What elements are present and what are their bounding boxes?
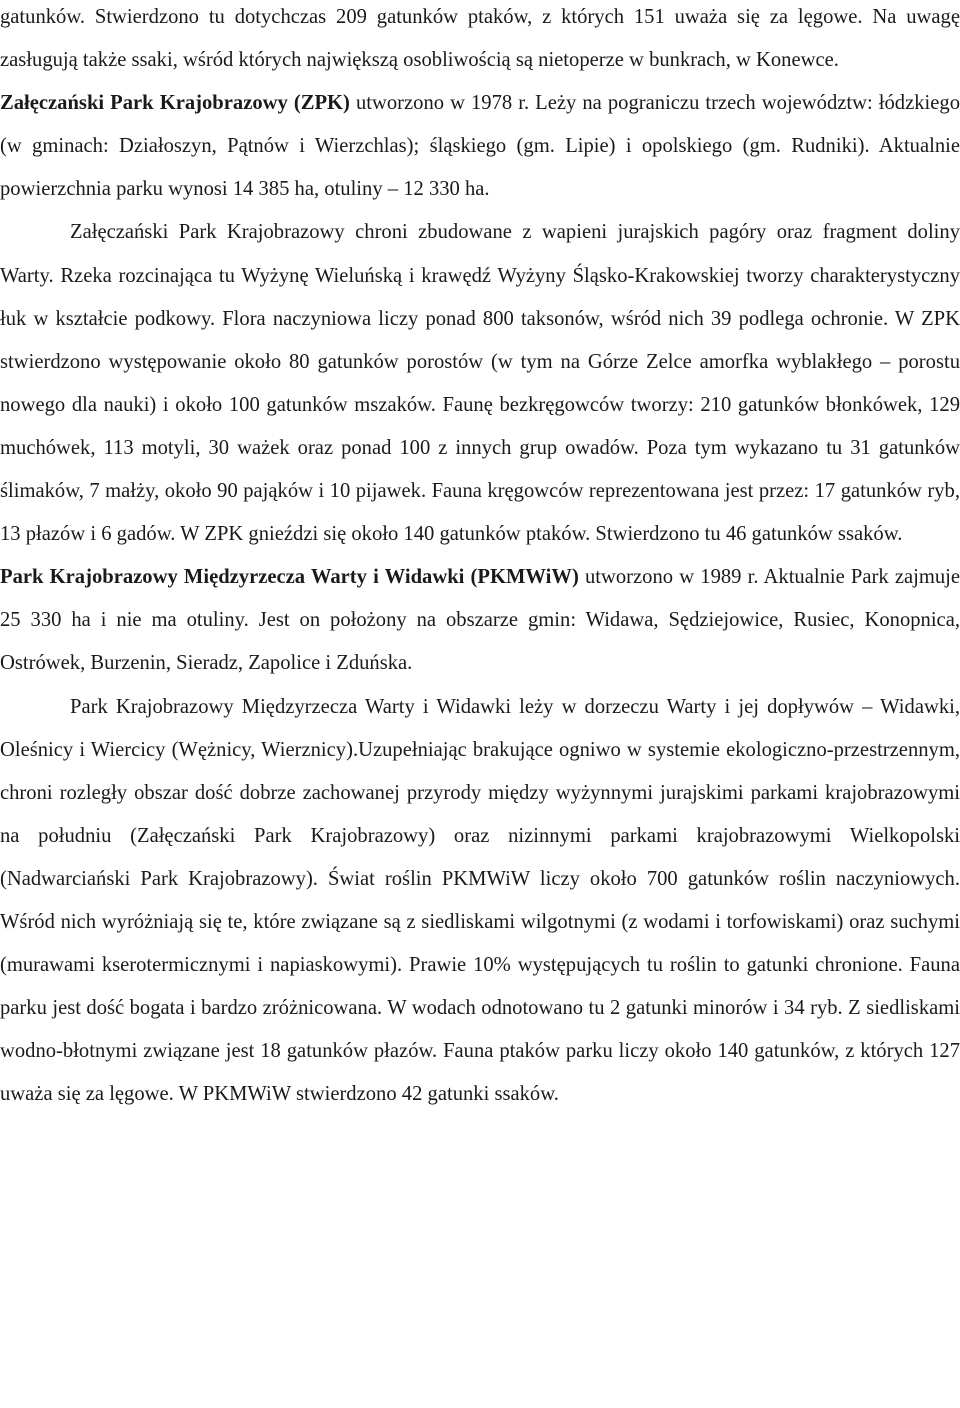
paragraph — [0, 211, 960, 556]
paragraph — [0, 556, 960, 685]
paragraph-text: Załęczański Park Krajobrazowy chroni zbudowane z wapieni jurajskich pagóry oraz fragment doliny Warty. Rzeka rozcinająca tu Wyżynę Wieluńską i krawędź Wyżyny Śląsko-Krakowskiej tworzy charakterystyczny łuk w kształcie podkowy. Flora naczyniowa liczy ponad 800 taksonów, wśród nich 39 podlega ochronie. W ZPK stwierdzono występowanie około 80 gatunków porostów (w tym na Górze Zelce amorfka wyblakłego – porostu nowego dla nauki) i około 100 gatunków mszaków. Faunę bezkręgowców tworzy: 210 gatunków błonkówek, 129 muchówek, 113 motyli, 30 ważek oraz ponad 100 z innych grup owadów. Poza tym wykazano tu 31 gatunków ślimaków, 7 małży, około 90 pająków i 10 pijawek. Fauna kręgowców reprezentowana jest przez: 17 gatunków ryb, 13 płazów i 6 gadów. W ZPK gnieździ się około 140 gatunków ptaków. Stwierdzono tu 46 gatunków ssaków. — [0, 221, 960, 546]
paragraph-text: utworzono w 1978 r. Leży na pograniczu trzech województw: łódzkiego (w gminach: Działoszyn, Pątnów i Wierzchlas); śląskiego (gm. Lipie) i opolskiego (gm. Rudniki). Aktualnie powierzchnia parku wynosi 14 385 ha, otuliny – 12 330 ha. — [0, 92, 960, 201]
paragraph-text: Park Krajobrazowy Międzyrzecza Warty i Widawki leży w dorzeczu Warty i jej dopływów – Widawki, Oleśnicy i Wiercicy (Wężnicy, Wierznicy).Uzupełniając brakujące ogniwo w systemie ekologiczno-przestrzennym, chroni rozległy obszar dość dobrze zachowanej przyrody między wyżynnymi jurajskimi parkami krajobrazowymi na południu (Załęczański Park Krajobrazowy) oraz nizinnymi parkami krajobrazowymi Wielkopolski (Nadwarciański Park Krajobrazowy). Świat roślin PKMWiW liczy około 700 gatunków roślin naczyniowych. Wśród nich wyróżniają się te, które związane są z siedliskami wilgotnymi (z wodami i torfowiskami) oraz suchymi (murawami kserotermicznymi i napiaskowymi). Prawie 10% występujących tu roślin to gatunki chronione. Fauna parku jest dość bogata i bardzo zróżnicowana. W wodach odnotowano tu 2 gatunki minorów i 34 ryb. Z siedliskami wodno-błotnymi związane jest 18 gatunków płazów. Fauna ptaków parku liczy około 140 gatunków, z których 127 uważa się za lęgowe. W PKMWiW stwierdzono 42 gatunki ssaków. — [0, 695, 960, 1106]
paragraph — [0, 82, 960, 211]
paragraph — [0, 0, 960, 82]
paragraph-text: gatunków. Stwierdzono tu dotychczas 209 gatunków ptaków, z których 151 uważa się za lęgowe. Na uwagę zasługują także ssaki, wśród których największą osobliwością są nietoperze w bunkrach, w Konewce. — [0, 6, 960, 72]
bold-heading-text: Park Krajobrazowy Międzyrzecza Warty i Widawki (PKMWiW) — [0, 566, 579, 589]
paragraph-text: utworzono w 1989 r. Aktualnie Park zajmuje 25 330 ha i nie ma otuliny. Jest on położony na obszarze gmin: Widawa, Sędziejowice, Rusiec, Konopnica, Ostrówek, Burzenin, Sieradz, Zapolice i Zduńska. — [0, 566, 960, 675]
bold-heading-text: Załęczański Park Krajobrazowy (ZPK) — [0, 92, 350, 115]
paragraph — [0, 686, 960, 1117]
